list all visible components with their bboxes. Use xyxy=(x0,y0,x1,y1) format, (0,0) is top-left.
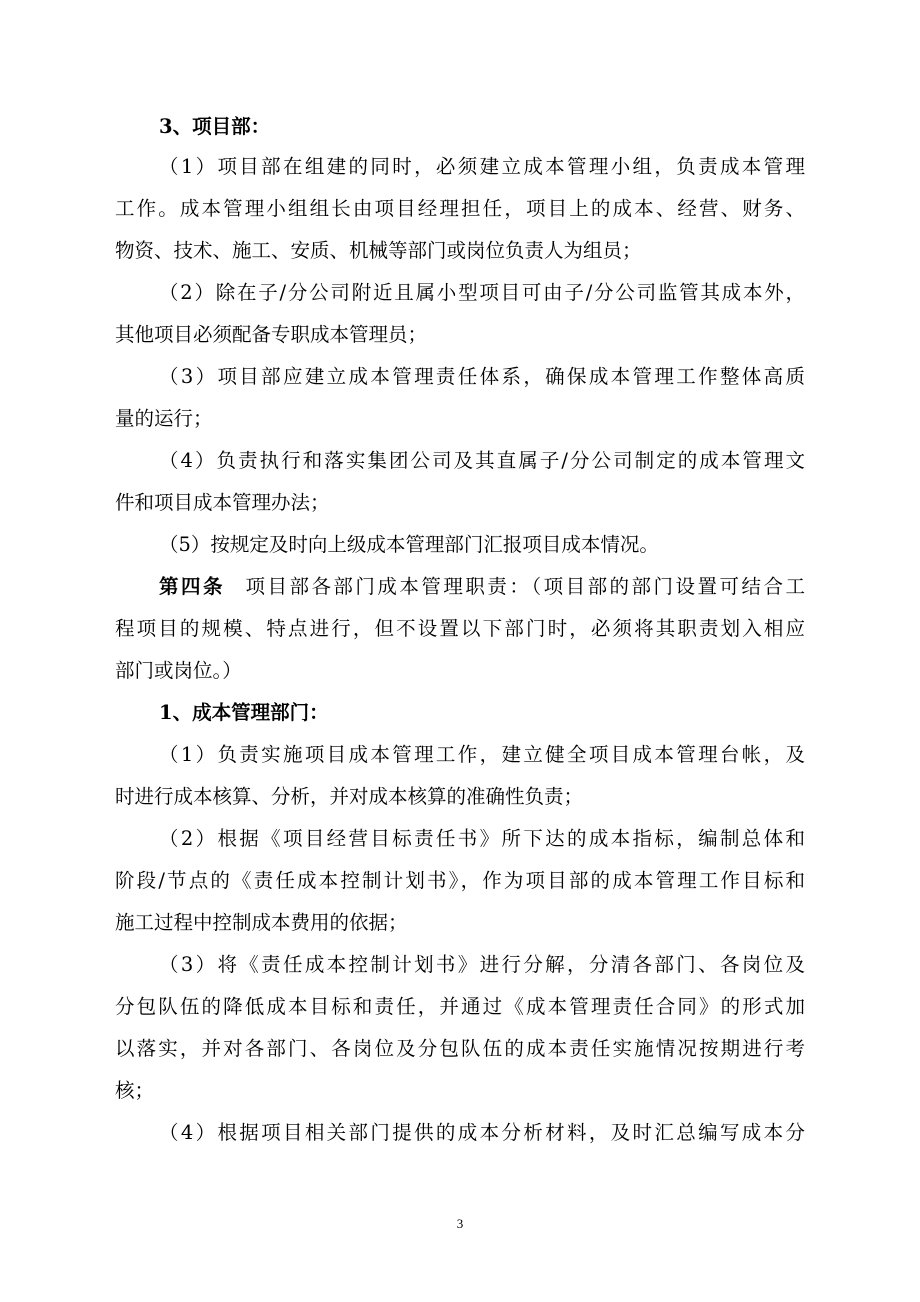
paragraph-line: （1）负责实施项目成本管理工作，建立健全项目成本管理台帐，及 xyxy=(159,743,805,766)
page-number: 3 xyxy=(456,1216,464,1231)
paragraph-line: （2）除在子/分公司附近且属小型项目可由子/分公司监管其成本外， xyxy=(159,281,805,304)
paragraph-line: （2）根据《项目经营目标责任书》所下达的成本指标，编制总体和 xyxy=(159,827,805,850)
paragraph-line: （5）按规定及时向上级成本管理部门汇报项目成本情况。 xyxy=(159,533,659,556)
paragraph-line: （4）负责执行和落实集团公司及其直属子/分公司制定的成本管理文 xyxy=(159,449,805,472)
paragraph-line: （1）项目部在组建的同时，必须建立成本管理小组，负责成本管理 xyxy=(159,155,805,178)
paragraph-line: （4）根据项目相关部门提供的成本分析材料，及时汇总编写成本分 xyxy=(159,1121,805,1144)
paragraph-line: 程项目的规模、特点进行，但不设置以下部门时，必须将其职责划入相应 xyxy=(115,617,805,640)
paragraph-line: 以落实，并对各部门、各岗位及分包队伍的成本责任实施情况按期进行考 xyxy=(115,1037,805,1060)
paragraph-line: 部门或岗位。） xyxy=(115,659,242,682)
paragraph-line: 物资、技术、施工、安质、机械等部门或岗位负责人为组员； xyxy=(115,239,642,262)
paragraph-line: 工作。成本管理小组组长由项目经理担任，项目上的成本、经营、财务、 xyxy=(115,197,805,220)
paragraph-line: 时进行成本核算、分析，并对成本核算的准确性负责； xyxy=(115,785,584,808)
paragraph-line: 施工过程中控制成本费用的依据； xyxy=(115,911,408,934)
paragraph-line: 分包队伍的降低成本目标和责任，并通过《成本管理责任合同》的形式加 xyxy=(115,995,805,1018)
paragraph-line: 其他项目必须配备专职成本管理员； xyxy=(115,323,428,346)
paragraph-line: （3）将《责任成本控制计划书》进行分解，分清各部门、各岗位及 xyxy=(159,953,805,976)
article-4-text: 项目部各部门成本管理职责：（项目部的部门设置可结合工 xyxy=(242,575,805,598)
article-4-line xyxy=(115,572,805,602)
paragraph-line: 件和项目成本管理办法； xyxy=(115,491,330,514)
section-heading-project-dept: 3、项目部： xyxy=(159,115,271,138)
section-heading-cost-dept: 1、成本管理部门： xyxy=(159,701,329,724)
article-4-label: 第四条 xyxy=(159,575,225,598)
paragraph-line: 量的运行； xyxy=(115,407,213,430)
paragraph-line: 核； xyxy=(115,1079,155,1102)
paragraph-line: （3）项目部应建立成本管理责任体系，确保成本管理工作整体高质 xyxy=(159,365,805,388)
paragraph-line: 阶段/节点的《责任成本控制计划书》，作为项目部的成本管理工作目标和 xyxy=(115,869,805,892)
